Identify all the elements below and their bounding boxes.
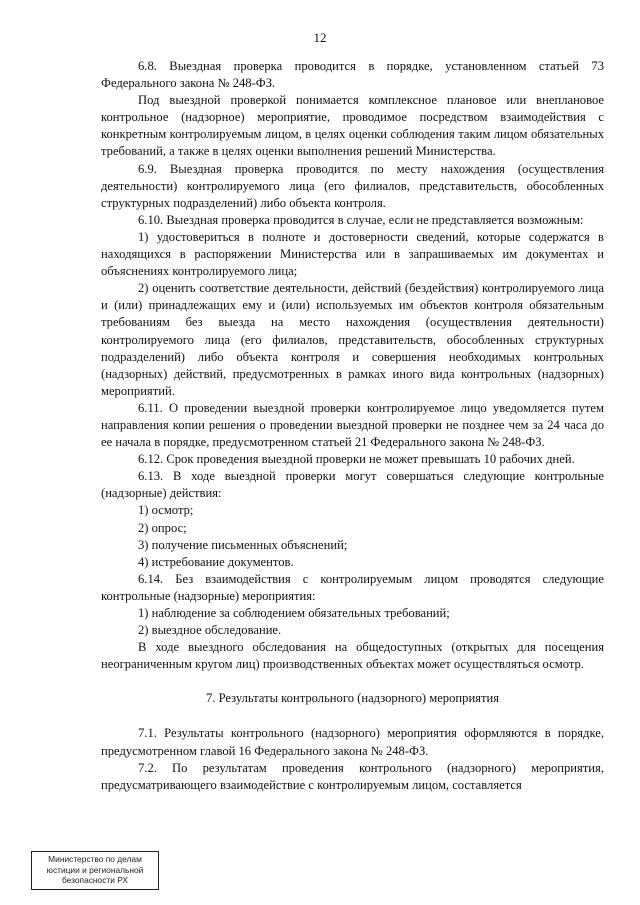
paragraph-6-12: 6.12. Срок проведения выездной проверки не может превышать 10 рабочих дней. xyxy=(138,452,575,467)
list-item: 2) выездное обследование. xyxy=(138,623,282,638)
paragraph-6-8: 6.8. Выездная проверка проводится в порядке, установленном статьей 73 Федерального закона № 248-ФЗ. xyxy=(101,59,604,91)
stamp-line: юстиции и региональной xyxy=(46,864,144,875)
paragraph-6-13: 6.13. В ходе выездной проверки могут совершаться следующие контрольные (надзорные) действия: xyxy=(101,469,604,501)
list-item: 2) оценить соответствие деятельности, действий (бездействия) контролируемого лица и (или) принадлежащих ему и (или) используемых им объектов контроля обязательным требованиям без выезда на место нахождения (осуществления деятельности) контролируемого лица (его филиалов, представительств, обособленных структурных подразделений) либо объекта контроля и совершения необходимых контрольных (надзорных) действий, предусмотренных в рамках иного вида контрольных (надзорных) мероприятий. xyxy=(101,281,604,398)
ministry-stamp xyxy=(31,851,159,890)
section-heading: 7. Результаты контрольного (надзорного) мероприятия xyxy=(205,691,500,706)
paragraph-inspection-note: В ходе выездного обследования на общедоступных (открытых для посещения неограниченным кругом лиц) производственных объектах может осуществляться осмотр. xyxy=(101,640,604,672)
stamp-line: Министерство по делам xyxy=(48,854,142,864)
page-number: 12 xyxy=(313,30,327,45)
list-item: 4) истребование документов. xyxy=(138,554,294,569)
paragraph-6-10: 6.10. Выездная проверка проводится в случае, если не представляется возможным: xyxy=(138,212,584,227)
paragraph-definition: Под выездной проверкой понимается комплексное плановое или внеплановое контрольное (надзорное) мероприятие, проводимое посредством взаимодействия с конкретным контролируемым лицом, в целях оценки соблюдения таким лицом обязательных требований, а также в целях оценки выполнения решений Министерства. xyxy=(101,93,604,159)
list-item: 1) осмотр; xyxy=(138,503,194,518)
list-item: 2) опрос; xyxy=(138,520,187,535)
list-item: 3) получение письменных объяснений; xyxy=(138,537,348,552)
paragraph-6-9: 6.9. Выездная проверка проводится по месту нахождения (осуществления деятельности) контролируемого лица (его филиалов, представительств, обособленных структурных подразделений) либо объекта контроля. xyxy=(101,161,604,210)
stamp-line: безопасности РХ xyxy=(61,875,129,886)
list-item: 1) удостовериться в полноте и достоверности сведений, которые содержатся в находящихся в распоряжении Министерства или в запрашиваемых им документах и объяснениях контролируемого лица; xyxy=(101,229,604,279)
paragraph-7-1: 7.1. Результаты контрольного (надзорного) мероприятия оформляются в порядке, предусмотренном главой 16 Федерального закона № 248-ФЗ. xyxy=(101,726,604,758)
paragraph-6-14: 6.14. Без взаимодействия с контролируемым лицом проводятся следующие контрольные (надзорные) мероприятия: xyxy=(101,571,604,603)
list-item: 1) наблюдение за соблюдением обязательных требований; xyxy=(138,606,450,620)
paragraph-6-11: 6.11. О проведении выездной проверки контролируемое лицо уведомляется путем направления копии решения о проведении выездной проверки не позднее чем за 24 часа до ее начала в порядке, предусмотренном статьей 21 Федерального закона № 248-ФЗ. xyxy=(101,400,604,450)
paragraph-7-2: 7.2. По результатам проведения контрольного (надзорного) мероприятия, предусматривающего взаимодействие с контролируемым лицом, составляется xyxy=(101,760,604,792)
document-body xyxy=(101,58,604,794)
